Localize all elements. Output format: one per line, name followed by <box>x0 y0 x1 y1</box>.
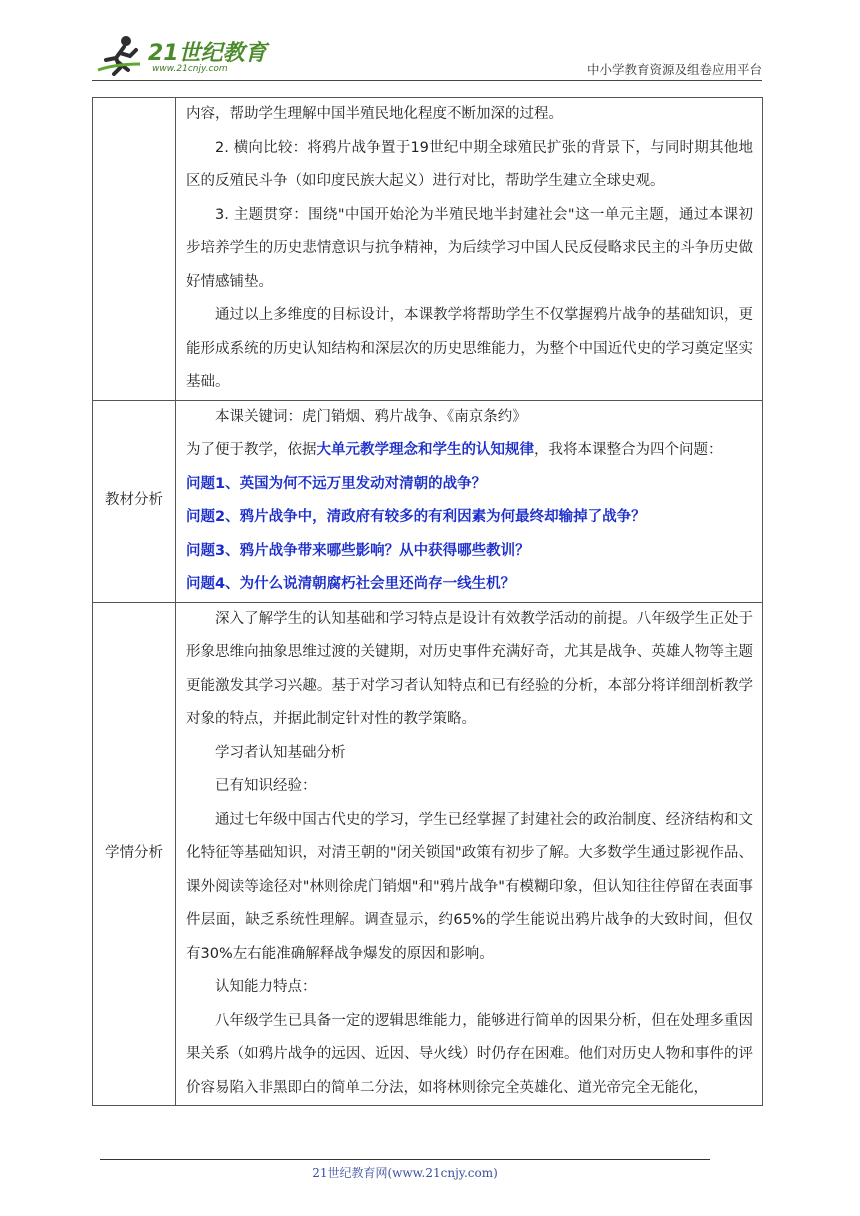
table-row <box>93 400 763 602</box>
paragraph: 八年级学生已具备一定的逻辑思维能力，能够进行简单的因果分析，但在处理多重因果关系（如鸦片战争的远因、近因、导火线）时仍存在困难。他们对历史人物和事件的评价容易陷入非黑即白的简单二分法，如将林则徐完全英雄化、道光帝完全无能化， <box>186 1012 753 1096</box>
logo <box>96 32 276 78</box>
lesson-plan-table <box>92 97 763 1106</box>
question-item: 问题4、为什么说清朝腐朽社会里还尚存一线生机？ <box>186 576 516 592</box>
intro-before: 为了便于教学，依据 <box>186 442 317 458</box>
paragraph: 通过以上多维度的目标设计，本课教学将帮助学生不仅掌握鸦片战争的基础知识，更能形成系统的历史认知结构和深层次的历史思维能力，为整个中国近代史的学习奠定坚实基础。 <box>186 307 753 390</box>
question-item: 问题3、鸦片战争带来哪些影响？从中获得哪些教训？ <box>186 542 530 559</box>
footer-link[interactable]: 21世纪教育网(www.21cnjy.com) <box>312 1166 498 1180</box>
logo-text: 21世纪教育 <box>148 41 267 66</box>
row-label: 教材分析 <box>93 400 176 602</box>
paragraph: 2. 横向比较：将鸦片战争置于19世纪中期全球殖民扩张的背景下，与同时期其他地区的反殖民斗争（如印度民族大起义）进行对比，帮助学生建立全球史观。 <box>186 139 753 189</box>
runner-logo-icon <box>96 34 148 76</box>
table-row <box>93 98 763 401</box>
row-label <box>93 98 176 401</box>
paragraph: 3. 主题贯穿：围绕"中国开始沦为半殖民地半封建社会"这一单元主题，通过本课初步培养学生的历史悲情意识与抗争精神，为后续学习中国人民反侵略求民主的斗争历史做好情感铺垫。 <box>186 206 753 290</box>
row-label: 学情分析 <box>93 602 176 1106</box>
question-item: 问题2、鸦片战争中，清政府有较多的有利因素为何最终却输掉了战争？ <box>186 509 646 525</box>
question-item: 问题1、英国为何不远万里发动对清朝的战争？ <box>186 475 487 492</box>
row-content <box>176 602 763 1106</box>
paragraph: 内容，帮助学生理解中国半殖民地化程度不断加深的过程。 <box>186 106 563 122</box>
intro-line <box>186 434 753 468</box>
header-platform-title: 中小学教育资源及组卷应用平台 <box>586 62 762 77</box>
row-content <box>176 98 763 401</box>
paragraph: 通过七年级中国古代史的学习，学生已经掌握了封建社会的政治制度、经济结构和文化特征等基础知识，对清王朝的"闭关锁国"政策有初步了解。大多数学生通过影视作品、课外阅读等途径对"林则徐虎门销烟"和"鸦片战争"有模糊印象，但认知往往停留在表面事件层面，缺乏系统性理解。调查显示，约65%的学生能说出鸦片战争的大致时间，但仅有30%左右能准确解释战争爆发的原因和影响。 <box>186 811 753 962</box>
intro-highlight: 大单元教学理念和学生的认知规律 <box>316 442 534 458</box>
paragraph: 学习者认知基础分析 <box>215 744 346 761</box>
logo-url: www.21cnjy.com <box>152 64 228 74</box>
row-content <box>176 400 763 602</box>
keywords-line: 本课关键词：虎门销烟、鸦片战争、《南京条约》 <box>215 408 527 425</box>
intro-after: ，我将本课整合为四个问题： <box>534 442 723 458</box>
footer-divider <box>100 1159 710 1160</box>
paragraph: 认知能力特点： <box>215 979 317 995</box>
paragraph: 已有知识经验： <box>215 778 317 794</box>
page-header <box>92 32 762 81</box>
paragraph: 深入了解学生的认知基础和学习特点是设计有效教学活动的前提。八年级学生正处于形象思维向抽象思维过渡的关键期，对历史事件充满好奇，尤其是战争、英雄人物等主题更能激发其学习兴趣。基于对学习者认知特点和已有经验的分析，本部分将详细剖析教学对象的特点，并据此制定针对性的教学策略。 <box>186 610 753 727</box>
table-row <box>93 602 763 1106</box>
